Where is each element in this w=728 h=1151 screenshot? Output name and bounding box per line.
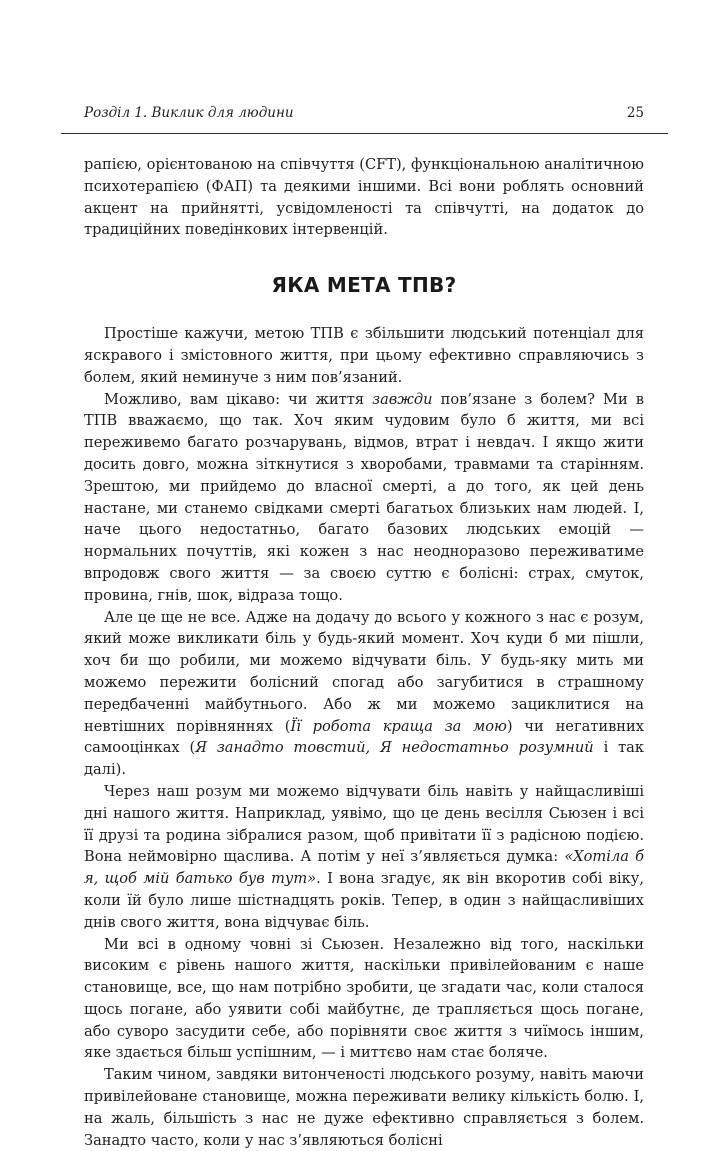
section-title: ЯКА МЕТА ТПВ? (271, 273, 457, 298)
text-span: Через наш розум ми можемо відчувати біль навіть у найщасливіші дні нашого життя. Наприклад, уявімо, що це день весілля Сьюзен і всі її друзі та родина зібралися разом, щоб привітати її з радісною подією. Вона неймовірно щаслива. А потім у неї з’являється думка: (84, 782, 644, 866)
italic-span: Її робота краща за мою (290, 717, 507, 735)
intro-paragraph: рапією, орієнтованою на співчуття (CFT), функціональною аналітичною психотерапією (ФАП) та деякими іншими. Всі вони роблять основний акцент на прийнятті, усвідомленості та співчутті, на додаток до традиційних поведінкових інтервенцій. (84, 156, 644, 239)
running-header (84, 105, 644, 127)
text-span: ) чи негативних самооцінках ( (84, 717, 644, 757)
italic-span: «Хотіла б я, щоб мій батько був тут» (84, 848, 644, 888)
text-span: Але це ще не все. Адже на додачу до всього у кожного з нас є розум, який може викликати біль у будь-який момент. Хоч куди б ми пішли, хоч би що робили, ми можемо відчувати біль. У будь-яку мить ми можемо пережити болісний спогад або загубитися в страшному передбаченні майбутнього. Або ж ми можемо зациклитися на невтішних порівняннях ( (84, 608, 644, 735)
italic-span: завжди (372, 390, 433, 408)
text-span: і так далі). (84, 739, 644, 779)
text-span: . І вона згадує, як він вкоротив собі віку, коли їй було лише шістнадцять років. Тепер, в один з найщасливіших днів свого життя, вона відчуває біль. (84, 870, 644, 931)
header-rule (61, 133, 668, 134)
page-number: 25 (626, 105, 644, 121)
chapter-title: Розділ 1. Виклик для людини (84, 105, 294, 121)
paragraph-4 (84, 781, 644, 934)
paragraph-1: Простіше кажучи, метою ТПВ є збільшити людський потенціал для яскравого і змістовного життя, при цьому ефективно справляючись з болем, який неминуче з ним пов’язаний. (84, 325, 644, 386)
text-span: пов’язане з болем? Ми в ТПВ вважаємо, що так. Хоч яким чудовим було б життя, ми всі переживемо багато розчарувань, відмов, втрат і невдач. І якщо жити досить довго, можна зіткнутися з хворобами, травмами та старінням. Зрештою, ми прийдемо до власної смерті, а до того, як цей день настане, ми станемо свідками смерті багатьох близьких нам людей. І, наче цього недостатньо, багато базових людських емоцій — нормальних почуттів, які кожен з нас неодноразово переживатиме впродовж свого життя — за своєю суттю є болісні: страх, смуток, провина, гнів, шок, відраза тощо. (84, 390, 645, 604)
text-span: Можливо, вам цікаво: чи життя (104, 390, 373, 408)
paragraph-6: Таким чином, завдяки витонченості людського розуму, навіть маючи привілейоване становище, можна переживати велику кількість болю. І, на жаль, більшість з нас не дуже ефективно справляється з болем. Занадто часто, коли у нас з’являються болісні (84, 1066, 644, 1149)
paragraph-3 (84, 607, 644, 781)
italic-span: Я занадто товстий, Я недостатньо розумний (195, 739, 594, 757)
paragraph-2 (84, 389, 644, 607)
page-body (84, 154, 644, 1151)
paragraph-5: Ми всі в одному човні зі Сьюзен. Незалежно від того, наскільки високим є рівень нашого життя, наскільки привілейованим є наше становище, все, що нам потрібно зробити, це згадати час, коли сталося щось погане, або уявити собі майбутнє, де трапляється щось погане, або суворо засудити себе, або порівняти своє життя з чиїмось іншим, яке здається більш успішним, — і миттєво нам стає боляче. (84, 935, 644, 1062)
